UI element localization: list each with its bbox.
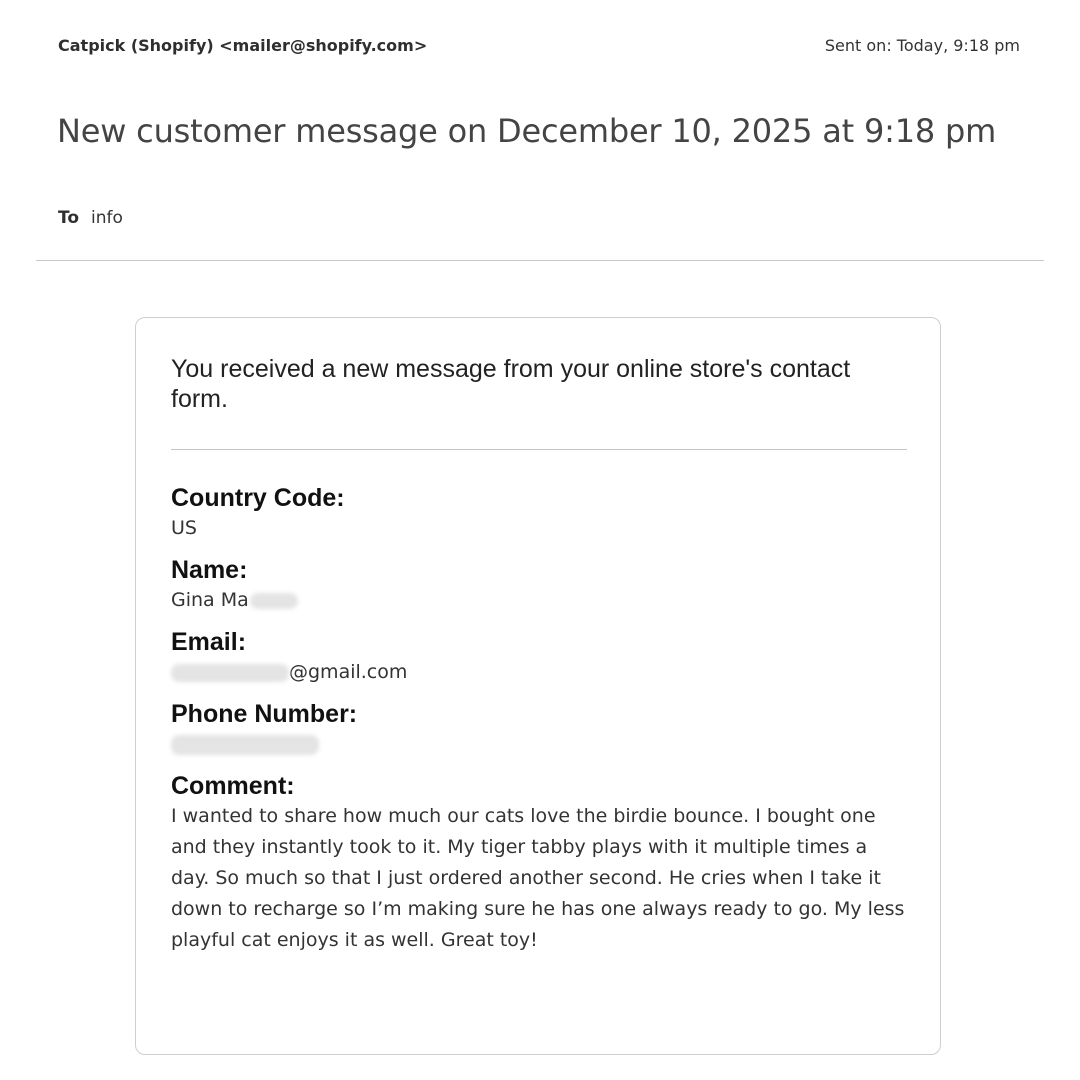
name-value: Gina Ma <box>171 589 249 611</box>
recipient-row <box>58 208 123 228</box>
contact-fields <box>171 483 907 956</box>
to-label: To <box>58 208 80 228</box>
message-card <box>135 317 941 1055</box>
phone-redaction <box>171 735 319 755</box>
comment-label: Comment: <box>171 772 295 800</box>
email-value[interactable]: @gmail.com <box>289 661 408 683</box>
comment-value: I wanted to share how much our cats love the birdie bounce. I bought one and they instantly took to it. My tiger tabby plays with it multiple times a day. So much so that I just ordered another second. He cries when I take it down to recharge so I’m making sure he has one always ready to go. My less playful cat enjoys it as well. Great toy! <box>171 805 905 951</box>
country-code-label: Country Code: <box>171 484 345 512</box>
card-divider <box>171 449 907 450</box>
email-header <box>58 34 1020 56</box>
sender[interactable]: Catpick (Shopify) <mailer@shopify.com> <box>58 35 428 55</box>
name-field <box>171 585 907 615</box>
header-divider <box>36 260 1044 261</box>
recipient[interactable]: info <box>91 208 123 228</box>
phone-field <box>171 729 907 759</box>
email-subject: New customer message on December 10, 2025 at 9:18 pm <box>57 112 997 150</box>
name-redaction <box>250 593 298 609</box>
country-code-value: US <box>171 517 197 539</box>
phone-label: Phone Number: <box>171 700 358 728</box>
intro-text: You received a new message from your online store's contact form. <box>171 355 851 413</box>
name-label: Name: <box>171 556 248 584</box>
sent-timestamp: Sent on: Today, 9:18 pm <box>824 35 1020 55</box>
email-redaction <box>171 664 289 682</box>
email-field <box>171 657 907 687</box>
email-label: Email: <box>171 628 247 656</box>
